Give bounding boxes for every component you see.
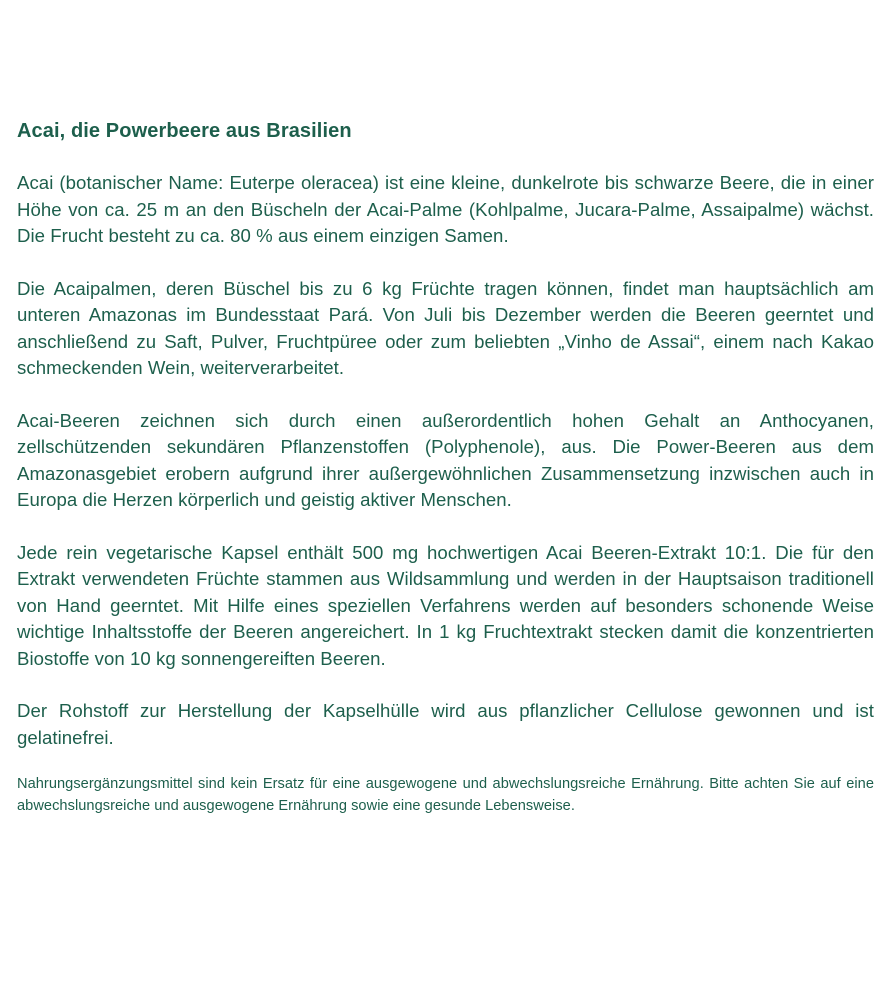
page-title: Acai, die Powerbeere aus Brasilien — [17, 120, 352, 142]
paragraph-capsule-shell: Der Rohstoff zur Herstellung der Kapselhülle wird aus pflanzlicher Cellulose gewonnen und ist gelatinefrei. — [17, 700, 874, 748]
paragraph-capsule: Jede rein vegetarische Kapsel enthält 500 mg hochwertigen Acai Beeren-Extrakt 10:1. Die für den Extrakt verwendeten Früchte stammen aus Wildsammlung und werden in der Hauptsaison traditionell von Hand geerntet. Mit Hilfe eines speziellen Verfahrens werden auf besonders schonende Weise wichtige Inhaltsstoffe der Beeren angereichert. In 1 kg Fruchtextrakt stecken damit die konzentrierten Biostoffe von 10 kg sonnengereiften Beeren. — [17, 541, 874, 669]
paragraph-ingredients: Acai-Beeren zeichnen sich durch einen außerordentlich hohen Gehalt an Anthocyanen, zellschützenden sekundären Pflanzenstoffen (Polyphenole), aus. Die Power-Beeren aus dem Amazonasgebiet erobern aufgrund ihrer außergewöhnlichen Zusammensetzung inzwischen auch in Europa die Herzen körperlich und geistig aktiver Menschen. — [17, 409, 874, 510]
paragraph-intro: Acai (botanischer Name: Euterpe oleracea) ist eine kleine, dunkelrote bis schwarze Beere, die in einer Höhe von ca. 25 m an den Büscheln der Acai-Palme (Kohlpalme, Jucara-Palme, Assaipalme) wächst. Die Frucht besteht zu ca. 80 % aus einem einzigen Samen. — [17, 172, 874, 246]
disclaimer-note: Nahrungsergänzungsmittel sind kein Ersatz für eine ausgewogene und abwechslungsreiche Ernährung. Bitte achten Sie auf eine abwechslungsreiche und ausgewogene Ernährung sowie eine gesunde Lebensweise. — [17, 776, 874, 814]
document-content — [17, 118, 874, 817]
paragraph-origin: Die Acaipalmen, deren Büschel bis zu 6 kg Früchte tragen können, findet man hauptsächlich am unteren Amazonas im Bundesstaat Pará. Von Juli bis Dezember werden die Beeren geerntet und anschließend zu Saft, Pulver, Fruchtpüree oder zum beliebten „Vinho de Assai“, einem nach Kakao schmeckenden Wein, weiterverarbeitet. — [17, 277, 874, 378]
